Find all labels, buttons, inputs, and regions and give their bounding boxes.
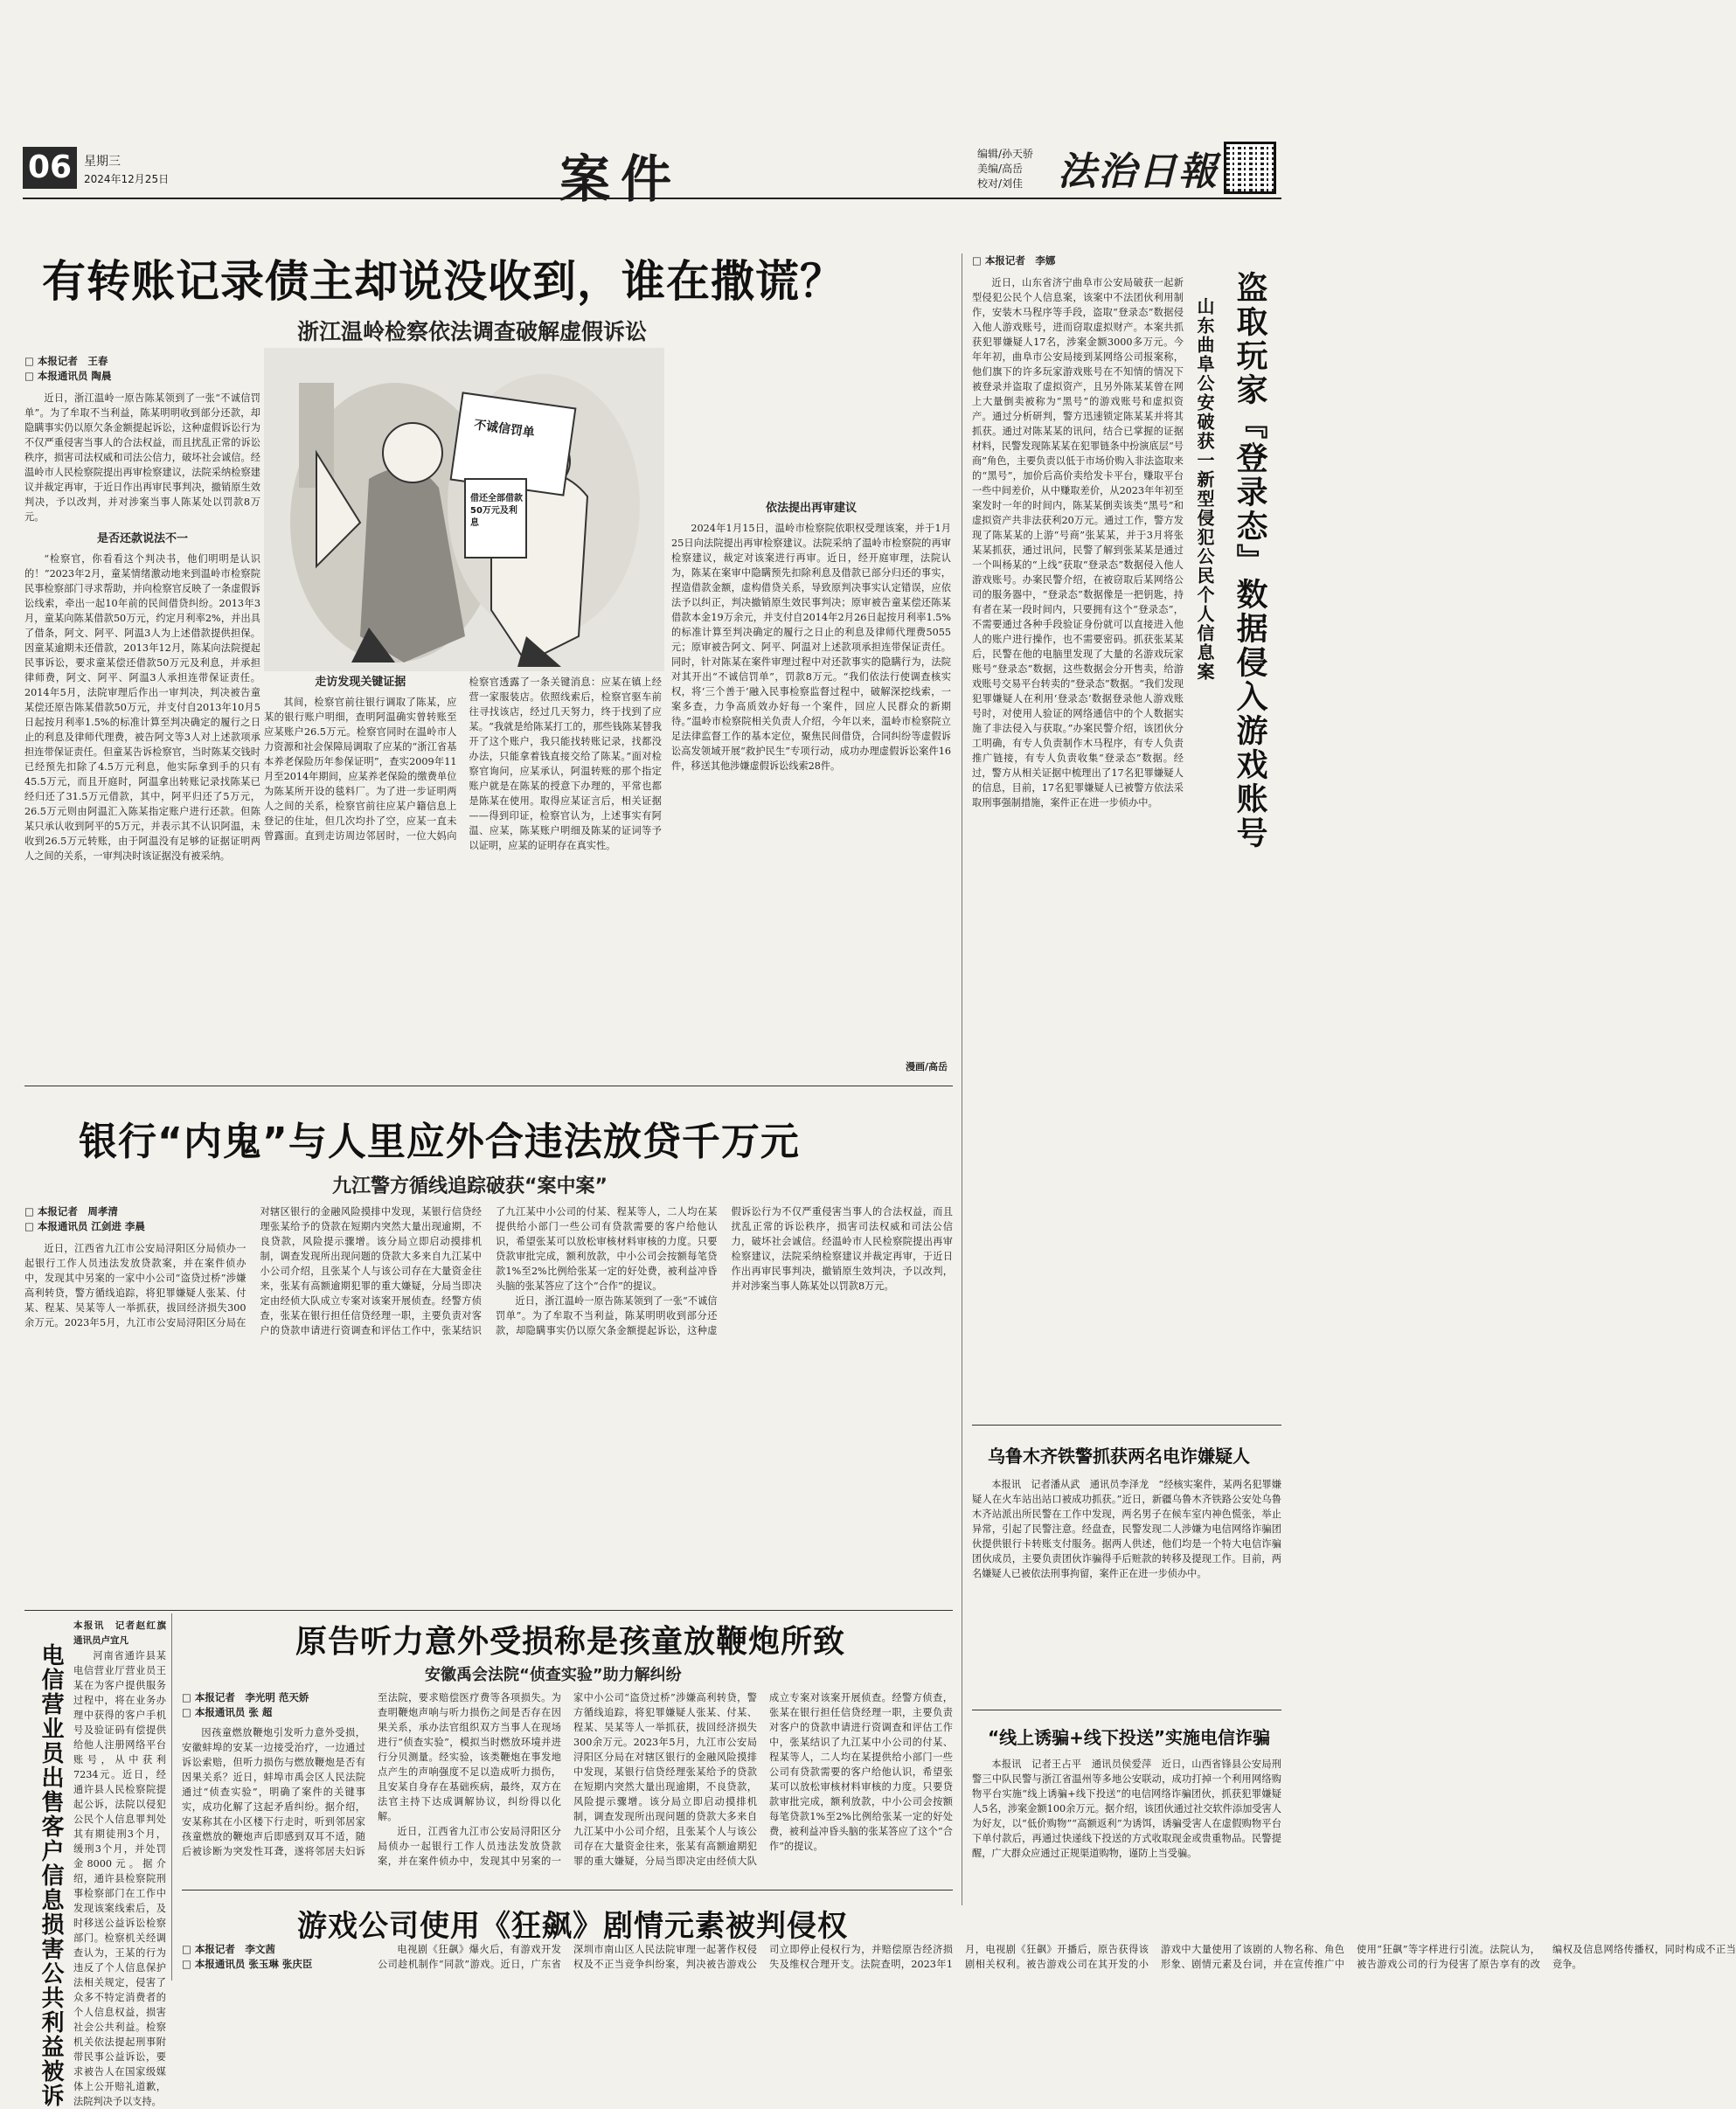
byline: □ 本报通讯员 张玉琳 张庆臣: [182, 1958, 313, 1970]
editor-line: 编辑/孙天骄: [977, 148, 1034, 160]
paragraph: 因孩童燃放鞭炮引发听力意外受损，安徽蚌埠的安某一边接受治疗，一边通过诉讼索赔，但听力损伤与燃放鞭炮是否有因果关系？近日，蚌埠市禹会区人民法院通过“侦查实验”，明确了案件的关键事实，成功化解了这起矛盾纠纷。据介绍，安某称其在小区楼下行走时，听到邻居家孩童燃放的鞭炮声后即感到双耳不适，随后被诊断为突发性耳聋，遂将邻居夫妇诉至法院，要求赔偿医疗费等各项损失。为查明鞭炮声响与听力损伤之间是否存在因果关系，承办法官组织双方当事人在现场进行“侦查实验”，模拟当时燃放环境并进行分贝测量。经实验，该类鞭炮在事发地点产生的声响强度不足以造成听力损伤，且安某自身存在基础疾病，最终，双方在法官主持下达成调解协议，纠纷得以化解。: [182, 1692, 561, 1857]
vertical-subheadline: 山东曲阜公安破获一新型侵犯公民个人信息案: [1194, 297, 1215, 682]
byline: □ 本报记者 李光明 范天娇: [182, 1691, 309, 1703]
proofreader-line: 校对/刘佳: [977, 177, 1024, 190]
byline: □ 本报记者 李娜: [972, 254, 1056, 267]
byline: □ 本报记者 李文茜: [182, 1943, 275, 1955]
paragraph: “检察官，你看看这个判决书，他们明明是认识的！”2023年2月，童某情绪激动地来到温岭市检察院民事检察部门寻求帮助，并向检察官反映了一条虚假诉讼线索，牵出一起10年前的民间借贷纠纷。2013年3月，童某向陈某借款50万元，约定月利率2%，并出具了借条，阿文、阿平、阿温3人为上述借款提供担保。因童某逾期未还借款，2013年12月，陈某向法院提起民事诉讼，要求童某偿还借款50万元及利息，并承担律师费，阿文、阿平、阿温3人承担连带保证责任。2014年5月，法院审理后作出一审判决，判决被告童某偿还原告陈某借款50万元，并支付自2013年10月5日起按月利率1.5%的标准计算至判决确定的履行之日止的利息及律师代理费，被告阿文等3人对上述款项承担连带保证责任。但童某告诉检察官，当时陈某交钱时已经预先扣除了4.5万元利息，他实际拿到手的只有45.5万元，而且开庭时，阿温拿出转账记录找陈某已经归还了31.5万元借款，其中，阿平归还了5万元，26.5万元则由阿温汇入陈某指定账户进行还款。但陈某只承认收到阿平的5万元，并表示其不认识阿温，未收到26.5万元转账，由于阿温没有足够的证据证明两人之间的关系，一审判决时该证据没有被采纳。: [24, 553, 260, 862]
article-rule: [24, 1610, 953, 1611]
article-headline: 银行“内鬼”与人里应外合违法放贷千万元: [79, 1120, 800, 1164]
article-column: [182, 1690, 953, 1884]
paragraph: 其间，检察官前往银行调取了陈某，应某的银行账户明细，查明阿温确实曾转账至应某账户26.5万元。检察官同时在温岭市人力资源和社会保障局调取了应某的“浙江省基本养老保险历年参保证明”，查实2009年11月至2014年期间，应某养老保险的缴费单位为陈某所开设的毯料厂。为了进一步证明两人之间的关系，检察官前往应某户籍信息上登记的住址，但几次均扑了空，应某一直未曾露面。直到走访周边邻居时，一位大妈向检察官透露了一条关键消息：应某在镇上经营一家服装店。依照线索后，检察官驱车前往寻找该店，经过几天努力，终于找到了应某。“我就是给陈某打工的，那些钱陈某替我开了这个账户，我只能找转账记录，找都没办法，只能拿着钱直接交给了陈某。”面对检察官询问，应某承认，阿温转账的那个指定账户就是在陈某的授意下办理的，平常也都是陈某在使用。取得应某证言后，相关证据——得到印证，检察官认为，上述事实有阿温、应某，陈某账户明细及陈某的证词等予以证明，应某的证明存在真实性。: [264, 676, 662, 851]
cartoon-sign: 不诚信罚单: [473, 418, 536, 441]
qr-code: [1224, 142, 1276, 194]
byline: □ 本报通讯员 陶晨: [24, 370, 112, 382]
page-number-box: [23, 147, 77, 189]
designer-line: 美编/高岳: [977, 163, 1024, 175]
issue-date: 2024年12月25日: [84, 173, 170, 185]
article-subheadline: 安徽禹会法院“侦查实验”助力解纠纷: [425, 1666, 682, 1684]
article-column: [182, 1942, 1736, 1986]
article-column: [671, 354, 951, 1053]
vertical-headline: 电信营业员出售客户信息损害公共利益被诉: [38, 1643, 64, 2108]
article-subheadline: 九江警方循线追踪破获“案中案”: [332, 1176, 608, 1197]
paragraph: 河南省通许县某电信营业厅营业员王某在为客户提供服务过程中，将在业务办理中获得的客户手机号及验证码有偿提供给他人注册网络平台账号，从中获利7234元。近日，经通许县人民检察院提起公诉，法院以侵犯公民个人信息罪判处其有期徒刑3个月，缓刑3个月，并处罚金8000元。据介绍，通许县检察院刑事检察部门在工作中发现该案线索后，及时移送公益诉讼检察部门。检察机关经调查认为，王某的行为违反了个人信息保护法相关规定，侵害了众多不特定消费者的个人信息权益，损害社会公共利益。检察机关依法提起刑事附带民事公益诉讼，要求被告人在国家级媒体上公开赔礼道歉，法院判决予以支持。: [73, 1650, 166, 2107]
article-subheadline: 浙江温岭检察依法调查破解虚假诉讼: [297, 319, 648, 344]
article-column: [264, 675, 662, 1079]
section-title: 案件: [559, 149, 683, 209]
byline: 本报讯 记者赵红旗 通讯员卢宜凡: [73, 1620, 176, 1646]
article-column: [972, 253, 1184, 1416]
header-rule: [23, 198, 1281, 199]
article-column: [24, 1204, 953, 1602]
weekday: 星期三: [84, 155, 121, 169]
article-column: [73, 1619, 176, 2107]
article-rule: [972, 1425, 1281, 1426]
byline: □ 本报通讯员 张 超: [182, 1706, 273, 1718]
paragraph: 本报讯 记者潘从武 通讯员李泽龙 “经核实案件，某两名犯罪嫌疑人在火车站出站口被成功抓获。”近日，新疆乌鲁木齐铁路公安处乌鲁木齐站派出所民警在工作中发现，两名男子在候车室内神色慌张，举止异常，引起了民警注意。经盘查，民警发现二人涉嫌为电信网络诈骗团伙提供银行卡转账支付服务。据两人供述，他们均是一个特大电信诈骗团伙成员，主要负责团伙诈骗得手后赃款的转移及提现工作。目前，两名嫌疑人已被依法刑事拘留，案件正在进一步侦办中。: [972, 1479, 1281, 1579]
paragraph: 近日，江西省九江市公安局浔阳区分局侦办一起银行工作人员违法发放贷款案，并在案件侦办中，发现其中另案的一家中小公司“盗贷过桥”涉嫌高利转贷，警方循线追踪，将犯罪嫌疑人张某、付某、程某、吴某等人一举抓获，拔回经济损失300余万元。2023年5月，九江市公安局浔阳区分局在对辖区银行的金融风险摸排中发现，某银行信贷经理张某给予的贷款在短期内突然大量出现逾期，不良贷款，风险提示骤增。该分局立即启动摸排机制，调查发现所出现问题的贷款大多来自九江某中小公司介绍，且张某个人与该公司存在大量资金往来，张某有高额逾期犯罪的重大嫌疑，分局当即决定由经侦大队成立专案对该案开展侦查。经警方侦查，张某在银行担任信贷经理一职，主要负责对客户的贷款申请进行资调查和评估工作中，张某结识了九江某中小公司的付某、程某等人，二人均在某提供给小部门一些公司有贷款需要的客户给他认识，希望张某可以放松审核材料审核的力度。只要贷款审批完成，额利放款，中小公司会按额每笔贷款1%至2%比例给张某一定的好处费，被利益冲昏头脑的张某答应了这个“合作”的提议。: [24, 1206, 718, 1336]
article-headline: “线上诱骗+线下投送”实施电信诈骗: [988, 1727, 1271, 1748]
column-divider: [171, 1613, 172, 1981]
section-heading: 是否还款说法不一: [96, 532, 188, 545]
cartoon-credit: 漫画/高岳: [906, 1061, 948, 1072]
vertical-headline: 盗取玩家『登录态』数据侵入游戏账号: [1232, 271, 1267, 850]
byline: □ 本报记者 周孝清: [24, 1205, 118, 1218]
cartoon-drawing: [264, 348, 664, 671]
editor-credits: [977, 147, 1033, 191]
paragraph: 近日，山东省济宁曲阜市公安局破获一起新型侵犯公民个人信息案，该案中不法团伙利用制作，安装木马程序等手段，盗取“登录态”数据侵入他人游戏账号，进而窃取虚拟财产。本案共抓获犯罪嫌疑人17名，涉案金额3000多万元。今年年初，曲阜市公安局接到某网络公司报案称，他们旗下的许多玩家游戏账号在不知情的情况下被登录并盗取了虚拟资产，且另外陈某某曾在网上大量倒卖被称为“黑号”的游戏账号和虚拟资产。通过分析研判，警方迅速锁定陈某某并将其抓获。通过对陈某某的讯问，结合已掌握的证据材料，民警发现陈某某在犯罪链条中扮演底层“号商”角色，主要负责以低于市场价购入非法盗取来的“黑号”，加价后高价卖给发卡平台，赚取平台一些中间差价，从中赚取差价，从2023年年初至案发时一年的时间内，陈某某倒卖该类“黑号”和虚拟资产共非法获利20万元。通过工作，警方发现了陈某某的上游“号商”张某某，并于3月将张某某抓获，通过讯问，民警了解到张某某是通过一个叫杨某的“上线”获取“登录态”数据侵入他人游戏账号。办案民警介绍，在被窃取后某网络公司的服务器中，“登录态”数据像是一把钥匙，持有者在某一段时间内，只要拥有这个“登录态”，不需要通过各种手段验证身份就可以直接进入他人的账户进行操作，也不需要密码。抓获张某某后，民警在他的电脑里发现了大量的名游戏玩家账号“登录态”数据，这些数据会分开售卖，给游戏账号交易平台转卖的“登录态”数据。“我们发现犯罪嫌疑人在利用‘登录态’数据登录他人游戏账号时，对使用人验证的网络通信中的个人数据实施了非法侵入与获取。”办案民警介绍，该团伙分工明确，有专人负责制作木马程序，有专人负责推广链接，有专人负责收集“登录态”数据。经过，警方从相关证据中梳理出了17名犯罪嫌疑人的信息，目前，17名犯罪嫌疑人已被警方依法采取刑事强制措施，案件正在进一步侦办中。: [972, 277, 1184, 808]
paragraph: 本报讯 记者王占平 通讯员侯爱萍 近日，山西省锋县公安局刑警三中队民警与浙江省温州等多地公安联动，成功打掉一个利用网络购物平台实施“线上诱骗+线下投送”的电信网络诈骗团伙，抓获犯罪嫌疑人5名，涉案金额100余万元。据介绍，该团伙通过社交软件添加受害人为好友，以“低价购物”“高额返利”为诱饵，诱骗受害人在虚假购物平台下单付款后，再通过快递线下投送的方式收取现金或贵重物品。民警提醒，广大群众应通过正规渠道购物，谨防上当受骗。: [972, 1759, 1281, 1859]
article-headline: 有转账记录债主却说没收到，谁在撒谎？: [42, 256, 844, 307]
article-headline: 游戏公司使用《狂飙》剧情元素被判侵权: [297, 1909, 848, 1944]
byline: □ 本报通讯员 江剑进 李晨: [24, 1220, 145, 1232]
paragraph: 2024年1月15日，温岭市检察院依职权受理该案，并于1月25日向法院提出再审检察建议。法院采纳了温岭市检察院的再审检察建议，裁定对该案进行再审。近日，经开庭审理，法院认为，陈某在案审中隐瞒预先扣除利息及借款已部分归还的事实，捏造借款金额，虚构借贷关系，导致原判决事实认定错误，应依法予以纠正，判决撤销原生效民事判决；原审被告童某偿还陈某借款本金19万余元，并支付自2014年2月26日起按月利率1.5%的标准计算至判决确定的履行之日止的利息及律师代理费5055元；原审被告阿文、阿平、阿温对上述款项承担连带保证责任。同时，针对陈某在案件审理过程中对还款事实的隐瞒行为，法院对其开出“不诚信罚单”，罚款8万元。“我们依法行使调查核实权，将‘三个善于’融入民事检察监督过程中，破解深挖线索，一案多查，力争高质效办好每一个案件，回应人民群众的新期待。”温岭市检察院相关负责人介绍，今年以来，温岭市检察院立足法律监督工作的基本定位，聚焦民间借贷，合同纠纷等虚假诉讼高发领域开展“救护民生”专项行动，成功办理虚假诉讼案件16件，移送其他涉嫌虚假诉讼线索28件。: [671, 523, 951, 772]
article-column: [972, 1477, 1281, 1703]
byline: □ 本报记者 王春: [24, 355, 108, 367]
paragraph: 近日，浙江温岭一原告陈某领到了一张“不诚信罚单”。为了牟取不当利益，陈某明明收到部分还款，却隐瞒事实仍以原欠条金额提起诉讼，这种虚假诉讼行为不仅严重侵害当事人的合法权益，而且扰乱正常的诉讼秩序，损害司法权威和司法公信力，破坏社会诚信。经温岭市人民检察院提出再审检察建议，法院采纳检察建议并裁定再审，于近日作出再审民事判决，撤销原生效判决，予以改判，并对涉案当事人陈某处以罚款8万元。: [496, 1206, 953, 1336]
paragraph: 近日，浙江温岭一原告陈某领到了一张“不诚信罚单”。为了牟取不当利益，陈某明明收到部分还款，却隐瞒事实仍以原欠条金额提起诉讼，这种虚假诉讼行为不仅严重侵害当事人的合法权益，而且扰乱正常的诉讼秩序，损害司法权威和司法公信力，破坏社会诚信。经温岭市人民检察院提出再审检察建议，法院采纳检察建议并裁定再审，于近日作出再审民事判决，撤销原生效判决，予以改判，并对涉案当事人陈某处以罚款8万元。: [24, 392, 260, 523]
section-heading: 依法提出再审建议: [765, 502, 857, 515]
paragraph: 近日，江西省九江市公安局浔阳区分局侦办一起银行工作人员违法发放贷款案，并在案件侦办中，发现其中另案的一家中小公司“盗贷过桥”涉嫌高利转贷，警方循线追踪，将犯罪嫌疑人张某、付某、程某、吴某等人一举抓获，拔回经济损失300余万元。2023年5月，九江市公安局浔阳区分局在对辖区银行的金融风险摸排中发现，某银行信贷经理张某给予的贷款在短期内突然大量出现逾期，不良贷款，风险提示骤增。该分局立即启动摸排机制，调查发现所出现问题的贷款大多来自九江某中小公司介绍，且张某个人与该公司存在大量资金往来，张某有高额逾期犯罪的重大嫌疑，分局当即决定由经侦大队成立专案对该案开展侦查。经警方侦查，张某在银行担任信贷经理一职，主要负责对客户的贷款申请进行资调查和评估工作中，张某结识了九江某中小公司的付某、程某等人，二人均在某提供给小部门一些公司有贷款需要的客户给他认识，希望张某可以放松审核材料审核的力度。只要贷款审批完成，额利放款，中小公司会按额每笔贷款1%至2%比例给张某一定的好处费，被利益冲昏头脑的张某答应了这个“合作”的提议。: [378, 1692, 953, 1867]
article-headline: 原告听力意外受损称是孩童放鞭炮所致: [295, 1624, 846, 1660]
page-number: 06: [27, 149, 73, 185]
cartoon-note: 借还全部借款50万元及利息: [470, 494, 523, 528]
cartoon-illustration: [264, 348, 664, 671]
article-column: [24, 354, 260, 1079]
newspaper-logo: 法治日報: [1058, 149, 1219, 194]
paragraph: 电视剧《狂飙》爆火后，有游戏开发公司趁机制作“同款”游戏。近日，广东省深圳市南山区人民法院审理一起著作权侵权及不正当竞争纠纷案，判决被告游戏公司立即停止侵权行为，并赔偿原告经济损失及维权合理开支。法院查明，2023年1月，电视剧《狂飙》开播后，原告获得该剧相关权利。被告游戏公司在其开发的小游戏中大量使用了该剧的人物名称、角色形象、剧情元素及台词，并在宣传推广中使用“狂飙”等字样进行引流。法院认为，被告游戏公司的行为侵害了原告享有的改编权及信息网络传播权，同时构成不正当竞争。: [378, 1944, 1736, 1970]
article-headline: 乌鲁木齐铁警抓获两名电诈嫌疑人: [988, 1446, 1250, 1467]
section-heading: 走访发现关键证据: [315, 676, 406, 689]
